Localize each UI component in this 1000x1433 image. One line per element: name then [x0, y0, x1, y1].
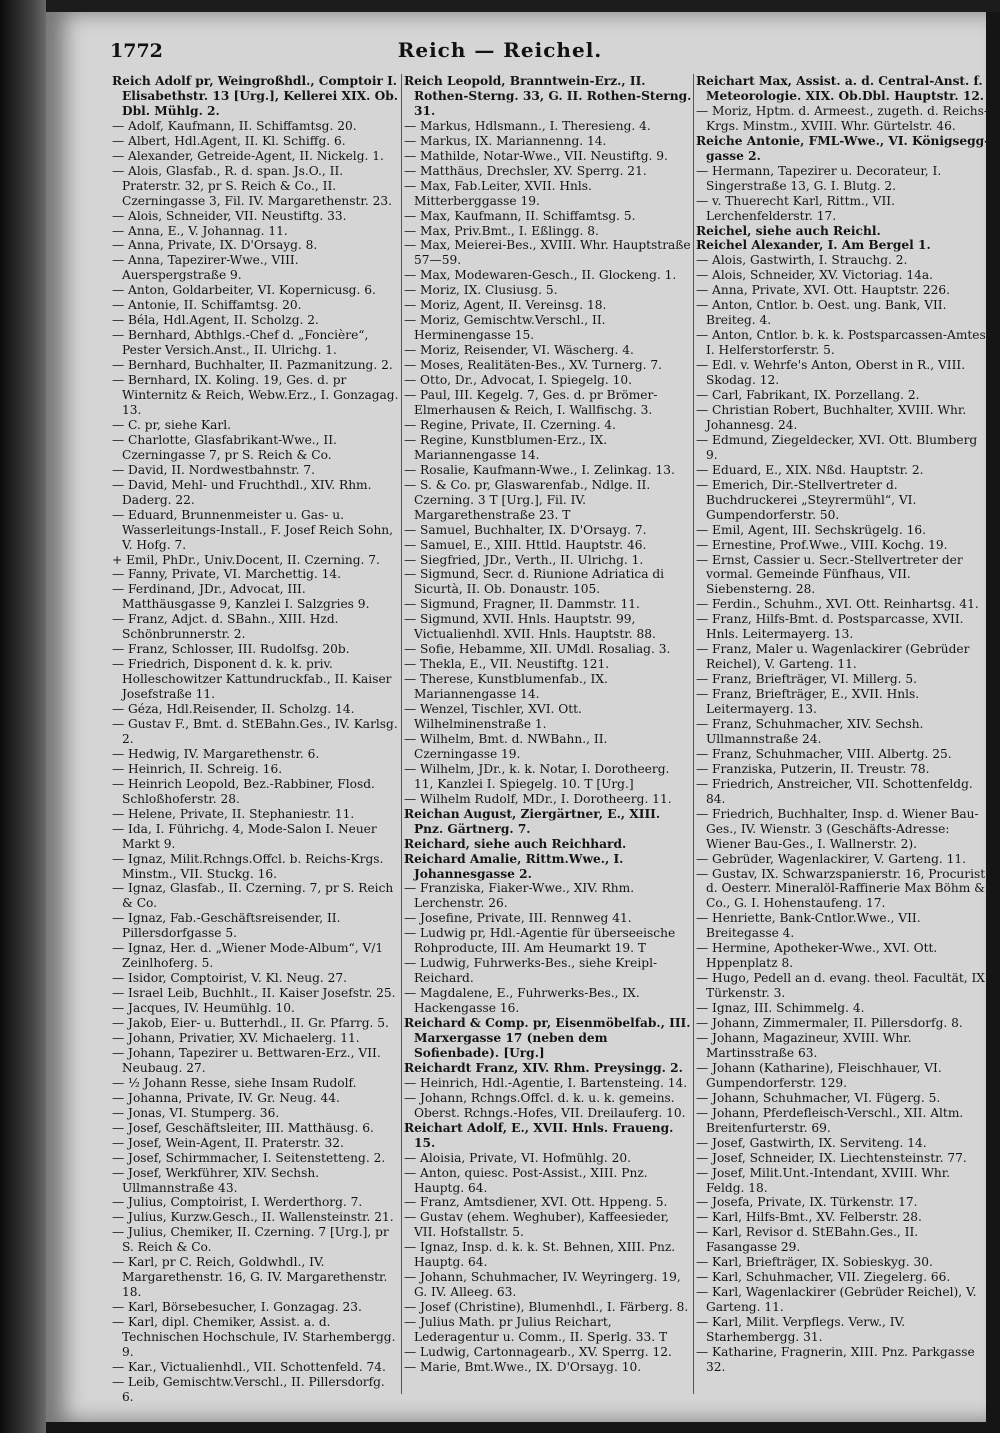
directory-entry: — Ernestine, Prof.Wwe., VIII. Kochg. 19.: [696, 537, 948, 552]
directory-entry: — Max, Meierei-Bes., XVIII. Whr. Hauptstraße 57—59.: [404, 238, 691, 268]
directory-entry: — Friedrich, Anstreicher, VII. Schottenfeldg. 84.: [696, 776, 973, 806]
directory-entry: — Gustav, IX. Schwarzspanierstr. 16, Procurist d. Oesterr. Mineralöl-Raffinerie Max Böhm & Co., G. I. Hohenstaufeng. 17.: [696, 866, 986, 911]
running-title: Reich — Reichel.: [397, 38, 603, 62]
directory-entry: — Ida, I. Führichg. 4, Mode-Salon I. Neuer Markt 9.: [112, 821, 377, 851]
directory-entry: — Josef, Geschäftsleiter, III. Matthäusg. 6.: [112, 1120, 374, 1135]
directory-entry: — Ignaz, Her. d. „Wiener Mode-Album“, V/1 Zeinlhoferg. 5.: [112, 941, 384, 971]
directory-entry: — Edmund, Ziegeldecker, XVI. Ott. Blumberg 9.: [696, 432, 978, 462]
directory-entry: + Emil, PhDr., Univ.Docent, II. Czerning. 7.: [112, 552, 380, 567]
directory-entry: — Paul, III. Kegelg. 7, Ges. d. pr BrömerElmerhausen & Reich, I. Wallfischg. 3.: [404, 388, 658, 417]
directory-entry: Reichart Adolf, E., XVII. Hnls. Fraueng. 15.: [404, 1120, 674, 1150]
directory-entry: — David, II. Nordwestbahnstr. 7.: [112, 462, 316, 477]
directory-entry: — Anton, Cntlor. b. Oest. ung. Bank, VII. Breiteg. 4.: [696, 298, 947, 328]
directory-entry: — Samuel, E., XIII. Httld. Hauptstr. 46.: [404, 537, 647, 552]
directory-entry: — Heinrich, Hdl.-Agentie, I. Bartensteing. 14.: [404, 1075, 688, 1090]
directory-entry: — Julius, Chemiker, II. Czerning. 7 [Urg.], pr S. Reich & Co.: [112, 1225, 389, 1255]
directory-entry: — Franz, Schuhmacher, VIII. Albertg. 25.: [696, 746, 952, 761]
directory-entry: — Bernhard, Abthlgs.-Chef d. „Foncière“, Pester Versich.Anst., II. Ulrichg. 1.: [112, 328, 369, 358]
directory-entry: — Jacques, IV. Heumühlg. 10.: [112, 1001, 295, 1016]
directory-entry: Reichart Max, Assist. a. d. Central-Anst. f. Meteorologie. XIX. Ob.Dbl. Hauptstr. 12.: [696, 74, 985, 103]
directory-entry: — Henriette, Bank-Cntlor.Wwe., VII. Breitegasse 4.: [696, 911, 921, 941]
directory-entry: Reich Adolf pr, Weingroßhdl., Comptoir I. Elisabethstr. 13 [Urg.], Kellerei XIX. Ob. Dbl. Mühlg. 2.: [112, 74, 399, 118]
directory-entry: — Magdalene, E., Fuhrwerks-Bes., IX. Hackengasse 16.: [404, 986, 640, 1016]
directory-entry: Reichard & Comp. pr, Eisenmöbelfab., III. Marxergasse 17 (neben dem Sofienbade). [Urg.]: [404, 1016, 691, 1060]
directory-entry: — Karl, Hilfs-Bmt., XV. Felberstr. 28.: [696, 1210, 922, 1225]
directory-entry: Reiche Antonie, FML-Wwe., VI. Königsegggasse 2.: [696, 133, 990, 163]
directory-entry: — Bernhard, IX. Koling. 19, Ges. d. pr Winternitz & Reich, Webw.Erz., I. Gonzagag. 13.: [112, 373, 399, 417]
directory-entry: — Johann, Zimmermaler, II. Pillersdorfg. 8.: [696, 1016, 963, 1031]
directory-entry: — Ignaz, Milit.Rchngs.Offcl. b. Reichs-Krgs. Minstm., VII. Stuckg. 16.: [112, 851, 384, 881]
directory-entry: — Franz, Schuhmacher, XIV. Sechsh. Ullmannstraße 24.: [696, 716, 924, 746]
directory-entry: — Béla, Hdl.Agent, II. Scholzg. 2.: [112, 313, 319, 328]
directory-entry: — Max, Priv.Bmt., I. Eßlingg. 8.: [404, 223, 599, 238]
directory-entry: — Sofie, Hebamme, XII. UMdl. Rosaliag. 3.: [404, 642, 671, 657]
directory-entry: — Julius, Kurzw.Gesch., II. Wallensteinstr. 21.: [112, 1210, 394, 1225]
directory-entry: — Johann, Pferdefleisch-Verschl., XII. Altm. Breitenfurterstr. 69.: [696, 1105, 964, 1135]
directory-entry: — Rosalie, Kaufmann-Wwe., I. Zelinkag. 13.: [404, 462, 675, 477]
directory-entry: — Max, Kaufmann, II. Schiffamtsg. 5.: [404, 208, 636, 223]
directory-entry: — Moriz, Hptm. d. Armeest., zugeth. d. Reichs-Krgs. Minstm., XVIII. Whr. Gürtelstr. 46.: [696, 103, 989, 133]
directory-entry: — Franziska, Fiaker-Wwe., XIV. Rhm. Lerchenstr. 26.: [404, 881, 635, 911]
directory-entry: — Ernst, Cassier u. Secr.-Stellvertreter der vormal. Gemeinde Fünfhaus, VII. Siebensterng. 28.: [696, 552, 963, 597]
directory-entry: — Eduard, Brunnenmeister u. Gas- u. Wasserleitungs-Install., F. Josef Reich Sohn, V. Hofg. 7.: [112, 507, 394, 552]
directory-entry: — Josef (Christine), Blumenhdl., I. Färberg. 8.: [404, 1300, 689, 1315]
directory-entry: — Edl. v. Wehrfe's Anton, Oberst in R., VIII. Skodag. 12.: [696, 358, 966, 388]
directory-entry: — Franziska, Putzerin, II. Treustr. 78.: [696, 761, 930, 776]
directory-entry: — Alois, Glasfab., R. d. span. Js.O., II. Praterstr. 32, pr S. Reich & Co., II. Czerningasse 3, Fil. IV. Margarethenstr. 23.: [112, 163, 393, 208]
directory-entry: — Géza, Hdl.Reisender, II. Scholzg. 14.: [112, 702, 355, 717]
directory-entry: — Gustav F., Bmt. d. StEBahn.Ges., IV. Karlsg. 2.: [112, 716, 398, 746]
directory-entry: — Moriz, Agent, II. Vereinsg. 18.: [404, 298, 607, 313]
page-number: 1772: [110, 40, 163, 62]
directory-entry: — Johann, Magazineur, XVIII. Whr. Martinsstraße 63.: [696, 1031, 912, 1060]
directory-entry: — Karl, dipl. Chemiker, Assist. a. d. Technischen Hochschule, IV. Starhembergg. 9.: [112, 1315, 396, 1360]
directory-entry: — Eduard, E., XIX. Nßd. Hauptstr. 2.: [696, 462, 924, 477]
directory-entry: Reichel Alexander, I. Am Bergel 1.: [696, 238, 931, 253]
directory-entry: — Josefa, Private, IX. Türkenstr. 17.: [696, 1195, 918, 1210]
directory-entry: — Emil, Agent, III. Sechskrügelg. 16.: [696, 522, 926, 537]
directory-entry: — Leib, Gemischtw.Verschl., II. Pillersdorfg. 6.: [112, 1374, 385, 1404]
directory-entry: — Mathilde, Notar-Wwe., VII. Neustiftg. 9.: [404, 148, 668, 163]
directory-entry: Reichard, siehe auch Reichhard.: [404, 836, 627, 851]
directory-entry: — Bernhard, Buchhalter, II. Pazmanitzung. 2.: [112, 358, 393, 373]
directory-entry: — Regine, Kunstblumen-Erz., IX. Mariannengasse 14.: [404, 432, 608, 462]
directory-entry: — Markus, IX. Mariannenng. 14.: [404, 133, 607, 148]
directory-entry: — David, Mehl- und Fruchthdl., XIV. Rhm. Daderg. 22.: [112, 477, 372, 507]
directory-entry: — Franz, Adjct. d. SBahn., XIII. Hzd. Schönbrunnerstr. 2.: [112, 612, 339, 642]
directory-entry: — Gebrüder, Wagenlackirer, V. Garteng. 11.: [696, 851, 967, 866]
page-top-edge: [46, 0, 1000, 12]
directory-entry: — Friedrich, Buchhalter, Insp. d. Wiener Bau-Ges., IV. Wienstr. 3 (Geschäfts-Adresse: Wiener Bau-Ges., I. Wallnerstr. 2).: [696, 806, 979, 851]
directory-entry: — Marie, Bmt.Wwe., IX. D'Orsayg. 10.: [404, 1359, 642, 1374]
directory-entry: — Thekla, E., VII. Neustiftg. 121.: [404, 657, 610, 672]
directory-entry: — Markus, Hdlsmann., I. Theresieng. 4.: [404, 118, 651, 133]
directory-entry: — Katharine, Fragnerin, XIII. Pnz. Parkgasse 32.: [696, 1345, 975, 1374]
directory-entry: — Johann, Schuhmacher, VI. Fügerg. 5.: [696, 1090, 941, 1105]
directory-entry: — Alois, Schneider, XV. Victoriag. 14a.: [696, 268, 934, 283]
directory-entry: — Friedrich, Disponent d. k. k. priv. Holleschowitzer Kattundruckfab., II. Kaiser Josefstraße 11.: [112, 657, 392, 702]
directory-entry: — Sigmund, Fragner, II. Dammstr. 11.: [404, 597, 640, 612]
directory-entry: — Ludwig, Cartonnagearb., XV. Sperrg. 12.: [404, 1345, 672, 1360]
directory-entry: — Johann (Katharine), Fleischhauer, VI. Gumpendorferstr. 129.: [696, 1060, 942, 1090]
directory-entry: — Ludwig pr, Hdl.-Agentie für überseeische Rohproducte, III. Am Heumarkt 19. T: [404, 926, 676, 956]
directory-entry: — Josefine, Private, III. Rennweg 41.: [404, 911, 632, 926]
directory-entry: — Hermine, Apotheker-Wwe., XVI. Ott. Hppenplatz 8.: [696, 941, 938, 971]
directory-entry: — Kar., Victualienhdl., VII. Schottenfeld. 74.: [112, 1359, 386, 1374]
directory-entry: — Moriz, Reisender, VI. Wäscherg. 4.: [404, 343, 634, 358]
directory-entry: — Johann, Rchngs.Offcl. d. k. u. k. gemeins. Oberst. Rchngs.-Hofes, VII. Dreilauferg. 10.: [404, 1090, 686, 1120]
directory-entry: — Karl, Briefträger, IX. Sobieskyg. 30.: [696, 1255, 933, 1270]
directory-entry: — Karl, Milit. Verpflegs. Verw., IV. Starhembergg. 31.: [696, 1315, 906, 1345]
directory-entry: — Josef, Gastwirth, IX. Serviteng. 14.: [696, 1135, 927, 1150]
column-1: [112, 74, 400, 1404]
directory-entry: — Matthäus, Drechsler, XV. Sperrg. 21.: [404, 163, 647, 178]
directory-entry: — Anna, E., V. Johannag. 11.: [112, 223, 288, 238]
directory-entry: — Ferdinand, JDr., Advocat, III. Matthäusgasse 9, Kanzlei I. Salzgries 9.: [112, 582, 370, 612]
directory-entry: — Aloisia, Private, VI. Hofmühlg. 20.: [404, 1150, 632, 1165]
directory-entry: — Anna, Private, XVI. Ott. Hauptstr. 226.: [696, 283, 951, 298]
directory-entry: — v. Thuerecht Karl, Rittm., VII. Lerchenfelderstr. 17.: [696, 193, 895, 223]
column-2: [404, 74, 692, 1394]
directory-entry: — Karl, pr C. Reich, Goldwhdl., IV. Margarethenstr. 16, G. IV. Margarethenstr. 18.: [112, 1255, 388, 1300]
directory-entry: — Josef, Schneider, IX. Liechtensteinstr. 77.: [696, 1150, 967, 1165]
directory-entry: Reichel, siehe auch Reichl.: [696, 223, 881, 238]
directory-entry: — Gustav (ehem. Weghuber), Kaffeesieder, VII. Hofstallstr. 5.: [404, 1210, 669, 1240]
directory-entry: — Jakob, Eier- u. Butterhdl., II. Gr. Pfarrg. 5.: [112, 1016, 389, 1031]
directory-entry: — Heinrich, II. Schreig. 16.: [112, 761, 283, 776]
directory-entry: Reichan August, Ziergärtner, E., XIII. Pnz. Gärtnerg. 7.: [404, 806, 661, 836]
directory-entry: — Hermann, Tapezirer u. Decorateur, I. Singerstraße 13, G. I. Blutg. 2.: [696, 163, 942, 193]
directory-entry: — Johanna, Private, IV. Gr. Neug. 44.: [112, 1090, 340, 1105]
directory-entry: — Anton, Cntlor. b. k. k. Postsparcassen-Amtes, I. Helferstorferstr. 5.: [696, 328, 990, 358]
directory-entry: — Anna, Private, IX. D'Orsayg. 8.: [112, 238, 318, 253]
directory-entry: — Emerich, Dir.-Stellvertreter d. Buchdruckerei „Steyrermühl“, VI. Gumpendorferstr. 50.: [696, 477, 917, 522]
directory-entry: — Albert, Hdl.Agent, II. Kl. Schiffg. 6.: [112, 133, 346, 148]
directory-entry: — Wilhelm, JDr., k. k. Notar, I. Dorotheerg. 11, Kanzlei I. Spiegelg. 10. T [Urg.]: [404, 761, 670, 791]
directory-entry: Reich Leopold, Branntwein-Erz., II. Rothen-Sterng. 33, G. II. Rothen-Sterng. 31.: [404, 74, 692, 118]
directory-entry: — Johann, Schuhmacher, IV. Weyringerg. 19, G. IV. Alleeg. 63.: [404, 1270, 681, 1300]
directory-entry: — Johann, Tapezirer u. Bettwaren-Erz., VII. Neubaug. 27.: [112, 1045, 381, 1075]
directory-entry: — Ignaz, Glasfab., II. Czerning. 7, pr S. Reich & Co.: [112, 881, 394, 911]
directory-entry: — Wilhelm, Bmt. d. NWBahn., II. Czerningasse 19.: [404, 731, 608, 761]
directory-entry: — Therese, Kunstblumenfab., IX. Mariannengasse 14.: [404, 672, 608, 702]
directory-entry: — Antonie, II. Schiffamtsg. 20.: [112, 298, 302, 313]
column-3: [696, 74, 990, 1394]
directory-entry: — Julius Math. pr Julius Reichart, Lederagentur u. Comm., II. Sperlg. 33. T: [404, 1315, 668, 1345]
directory-entry: — Franz, Briefträger, VI. Millerg. 5.: [696, 672, 918, 687]
directory-entry: — Franz, Schlosser, III. Rudolfsg. 20b.: [112, 642, 350, 657]
directory-entry: — Fanny, Private, VI. Marchettig. 14.: [112, 567, 342, 582]
directory-entry: — Jonas, VI. Stumperg. 36.: [112, 1105, 280, 1120]
directory-entry: — Josef, Wein-Agent, II. Praterstr. 32.: [112, 1135, 344, 1150]
directory-columns: [112, 74, 990, 1404]
directory-entry: Reichard Amalie, Rittm.Wwe., I. Johannesgasse 2.: [404, 851, 624, 881]
directory-entry: — Helene, Private, II. Stephaniestr. 11.: [112, 806, 355, 821]
book-spine-shadow: [0, 0, 46, 1433]
directory-entry: — Wenzel, Tischler, XVI. Ott. Wilhelminenstraße 1.: [404, 702, 582, 731]
directory-entry: Reichardt Franz, XIV. Rhm. Preysingg. 2.: [404, 1060, 683, 1075]
directory-entry: — Isidor, Comptoirist, V. Kl. Neug. 27.: [112, 971, 348, 986]
directory-entry: — Regine, Private, II. Czerning. 4.: [404, 417, 616, 432]
directory-entry: — Anton, quiesc. Post-Assist., XIII. Pnz. Hauptg. 64.: [404, 1165, 648, 1195]
directory-entry: — Sigmund, XVII. Hnls. Hauptstr. 99, Victualienhdl. XVII. Hnls. Hauptstr. 88.: [404, 612, 656, 642]
directory-entry: — Siegfried, JDr., Verth., II. Ulrichg. 1.: [404, 552, 644, 567]
directory-entry: — C. pr, siehe Karl.: [112, 417, 232, 432]
directory-entry: — Josef, Milit.Unt.-Intendant, XVIII. Whr. Feldg. 18.: [696, 1165, 951, 1195]
directory-entry: — Adolf, Kaufmann, II. Schiffamtsg. 20.: [112, 118, 357, 133]
directory-entry: — Karl, Wagenlackirer (Gebrüder Reichel), V. Garteng. 11.: [696, 1285, 977, 1315]
directory-entry: — Alois, Gastwirth, I. Strauchg. 2.: [696, 253, 908, 268]
directory-entry: — Ferdin., Schuhm., XVI. Ott. Reinhartsg. 41.: [696, 597, 979, 612]
directory-entry: — Josef, Schirmmacher, I. Seitenstetteng. 2.: [112, 1150, 386, 1165]
directory-entry: — Max, Modewaren-Gesch., II. Glockeng. 1.: [404, 268, 677, 283]
directory-entry: — Charlotte, Glasfabrikant-Wwe., II. Czerningasse 7, pr S. Reich & Co.: [112, 432, 337, 462]
directory-entry: — ½ Johann Resse, siehe Insam Rudolf.: [112, 1075, 357, 1090]
directory-entry: — Franz, Amtsdiener, XVI. Ott. Hppeng. 5.: [404, 1195, 668, 1210]
directory-entry: — Hedwig, IV. Margarethenstr. 6.: [112, 746, 320, 761]
directory-entry: — Josef, Werkführer, XIV. Sechsh. Ullmannstraße 43.: [112, 1165, 320, 1195]
directory-entry: — Ignaz, III. Schimmelg. 4.: [696, 1001, 865, 1016]
column-divider: [401, 74, 402, 1394]
directory-entry: — Moses, Realitäten-Bes., XV. Turnerg. 7.: [404, 358, 663, 373]
directory-entry: — Anna, Tapezirer-Wwe., VIII. Auerspergstraße 9.: [112, 253, 299, 283]
directory-entry: — Wilhelm Rudolf, MDr., I. Dorotheerg. 11.: [404, 791, 672, 806]
directory-entry: — Sigmund, Secr. d. Riunione Adriatica di Sicurtà, II. Ob. Donaustr. 105.: [404, 567, 665, 597]
directory-entry: — Franz, Maler u. Wagenlackirer (Gebrüder Reichel), V. Garteng. 11.: [696, 642, 970, 672]
directory-entry: — Moriz, Gemischtw.Verschl., II. Herminengasse 15.: [404, 313, 606, 343]
directory-entry: — Moriz, IX. Clusiusg. 5.: [404, 283, 558, 298]
directory-entry: — Karl, Schuhmacher, VII. Ziegelerg. 66.: [696, 1270, 951, 1285]
directory-entry: — Johann, Privatier, XV. Michaelerg. 11.: [112, 1031, 360, 1045]
directory-entry: — Franz, Hilfs-Bmt. d. Postsparcasse, XVII. Hnls. Leitermayerg. 13.: [696, 612, 964, 642]
directory-entry: — Ludwig, Fuhrwerks-Bes., siehe Kreipl-Reichard.: [404, 956, 658, 986]
directory-entry: — Otto, Dr., Advocat, I. Spiegelg. 10.: [404, 373, 633, 388]
directory-entry: — Karl, Börsebesucher, I. Gonzagag. 23.: [112, 1300, 362, 1315]
directory-entry: — S. & Co. pr, Glaswarenfab., Ndlge. II. Czerning. 3 T [Urg.], Fil. IV. Margarethenstraße 23. T: [404, 477, 651, 522]
directory-entry: — Franz, Briefträger, E., XVII. Hnls. Leitermayerg. 13.: [696, 687, 920, 717]
directory-entry: — Ignaz, Insp. d. k. k. St. Behnen, XIII. Pnz. Hauptg. 64.: [404, 1240, 676, 1270]
directory-entry: — Max, Fab.Leiter, XVII. Hnls. Mitterberggasse 19.: [404, 178, 592, 208]
directory-entry: — Israel Leib, Buchhlt., II. Kaiser Josefstr. 25.: [112, 986, 396, 1001]
directory-entry: — Christian Robert, Buchhalter, XVIII. Whr. Johannesg. 24.: [696, 402, 967, 432]
directory-entry: — Anton, Goldarbeiter, VI. Kopernicusg. 6.: [112, 283, 376, 298]
directory-entry: — Alexander, Getreide-Agent, II. Nickelg. 1.: [112, 148, 384, 163]
directory-entry: — Karl, Revisor d. StEBahn.Ges., II. Fasangasse 29.: [696, 1225, 919, 1255]
directory-entry: — Hugo, Pedell an d. evang. theol. Facultät, IX. Türkenstr. 3.: [696, 971, 989, 1001]
directory-entry: — Samuel, Buchhalter, IX. D'Orsayg. 7.: [404, 522, 647, 537]
directory-entry: — Julius, Comptoirist, I. Werderthorg. 7.: [112, 1195, 363, 1210]
column-divider: [693, 74, 694, 1394]
directory-entry: — Heinrich Leopold, Bez.-Rabbiner, Flosd. Schloßhoferstr. 28.: [112, 776, 375, 806]
directory-entry: — Ignaz, Fab.-Geschäftsreisender, II. Pillersdorfgasse 5.: [112, 911, 341, 941]
directory-entry: — Alois, Schneider, VII. Neustiftg. 33.: [112, 208, 347, 223]
directory-entry: — Carl, Fabrikant, IX. Porzellang. 2.: [696, 388, 920, 403]
